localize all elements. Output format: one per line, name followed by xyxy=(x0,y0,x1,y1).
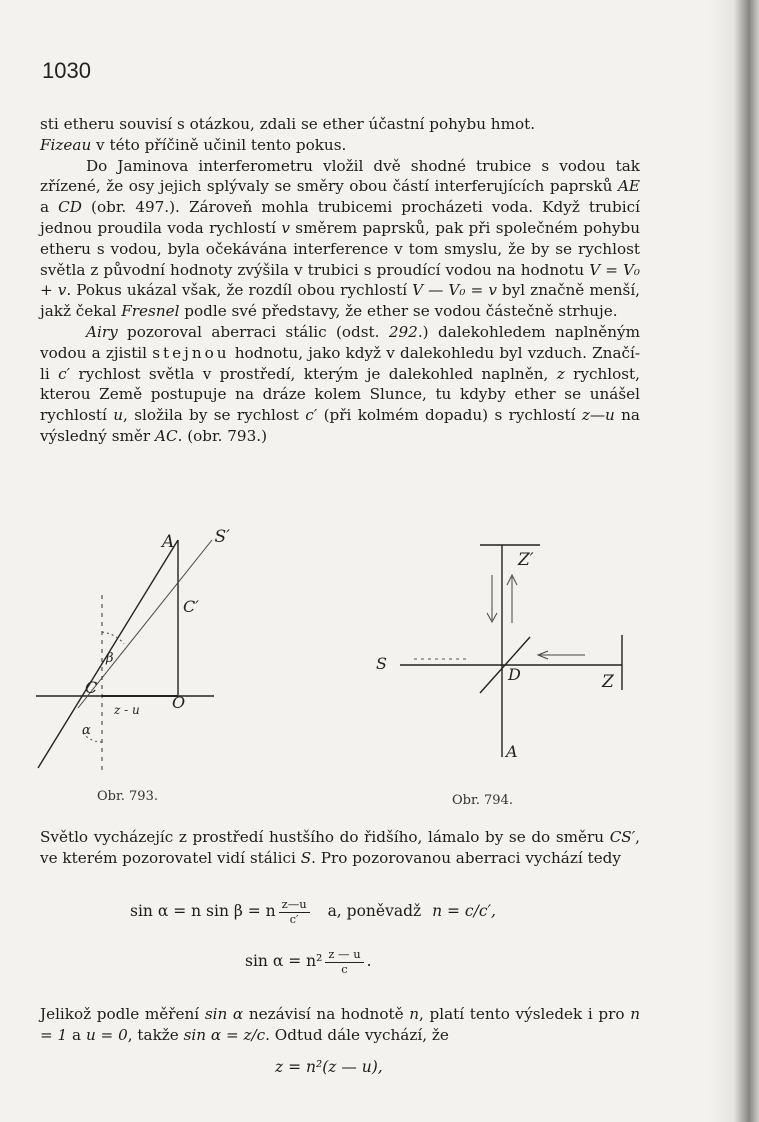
label-a-794: A xyxy=(506,742,518,761)
label-beta: β xyxy=(106,651,114,666)
formula-sin-alpha-2: sin α = n² $\frac{z — u}{c}$ . xyxy=(245,947,372,976)
label-o: O xyxy=(172,693,186,712)
label-c-prime: C′ xyxy=(183,597,199,616)
label-c: C xyxy=(85,678,98,697)
label-z-prime: Z′ xyxy=(518,550,534,570)
caption-793: Obr. 793. xyxy=(97,789,158,804)
label-s: S xyxy=(376,654,387,673)
label-s-prime: S′ xyxy=(214,527,230,547)
label-z-u: z - u xyxy=(114,703,140,717)
equation-v: V = V₀ + v xyxy=(40,260,640,300)
book-spine-shadow xyxy=(709,0,759,1122)
name-fresnel: Fresnel xyxy=(121,302,180,321)
paragraph-2: Do Jaminova interferometru vložil dvě shodné trubice s vodou tak zřízené, že osy jejich splývaly se směry obou částí interferujících paprsků AE a CD (obr. 497.). Zároveň mohla trubicemi procházeti voda. Když trubicí jednou proudila voda rychlostí v směrem paprsků, pak při společném pohybu etheru s vodou, byla očekávána interference v tom smyslu, že by se rychlost světla z původní hodnoty zvýšila v trubici s proudící vodou na hodnotu V = V₀ + v. Pokus ukázal však, že rozdíl obou rychlostí V — V₀ = v byl značně menší, jakž čekal Fresnel podle své představy, že ether se vodou částečně strhuje. xyxy=(40,156,641,321)
text-block-top xyxy=(40,114,640,447)
formula-z: z = n²(z — u), xyxy=(275,1058,383,1076)
paragraph-3: Airy pozoroval aberraci stálic (odst. 292.) dalekohledem naplněným vodou a zjistil stejnou hodnotu, jako když v dalekohledu byl vzduch. Značí-li c′ rychlost světla v prostředí, kterým je dalekohled naplněn, z rychlost, kterou Země postupuje na dráze kolem Slunce, tu kdyby ether se unášel rychlostí u, složila by se rychlost c′ (při kolmém dopadu) s rychlostí z—u na výsledný směr AC. (obr. 793.) xyxy=(40,322,640,445)
paragraph-4: Světlo vycházejíc z prostředí hustšího do řidšího, lámalo by se do směru CS′, ve kterém pozorovatel vidí stálici S. Pro pozorovanou aberraci vychází tedy xyxy=(40,828,640,867)
formula-sin-alpha-1: sin α = n sin β = n $\frac{z—u}{c'}$ a, poněvadž n = c/c′, xyxy=(130,897,496,926)
label-d: D xyxy=(508,665,521,684)
name-fizeau: Fizeau xyxy=(40,135,92,154)
figure-794 xyxy=(370,525,640,775)
label-a: A xyxy=(162,532,175,552)
figure-793 xyxy=(30,520,230,785)
caption-794: Obr. 794. xyxy=(452,793,513,808)
paragraph-1: sti etheru souvisí s otázkou, zdali se ether účastní pohybu hmot. Fizeau v této příčině učinil tento pokus. xyxy=(40,115,536,154)
paragraph-5: Jelikož podle měření sin α nezávisí na hodnotě n, platí tento výsledek i pro n = 1 a u = 0, takže sin α = z/c. Odtud dále vychází, že xyxy=(40,1005,640,1044)
page-number: 1030 xyxy=(42,58,91,83)
label-z: Z xyxy=(602,672,614,692)
name-airy: Airy xyxy=(86,322,118,341)
label-alpha: α xyxy=(82,723,91,738)
